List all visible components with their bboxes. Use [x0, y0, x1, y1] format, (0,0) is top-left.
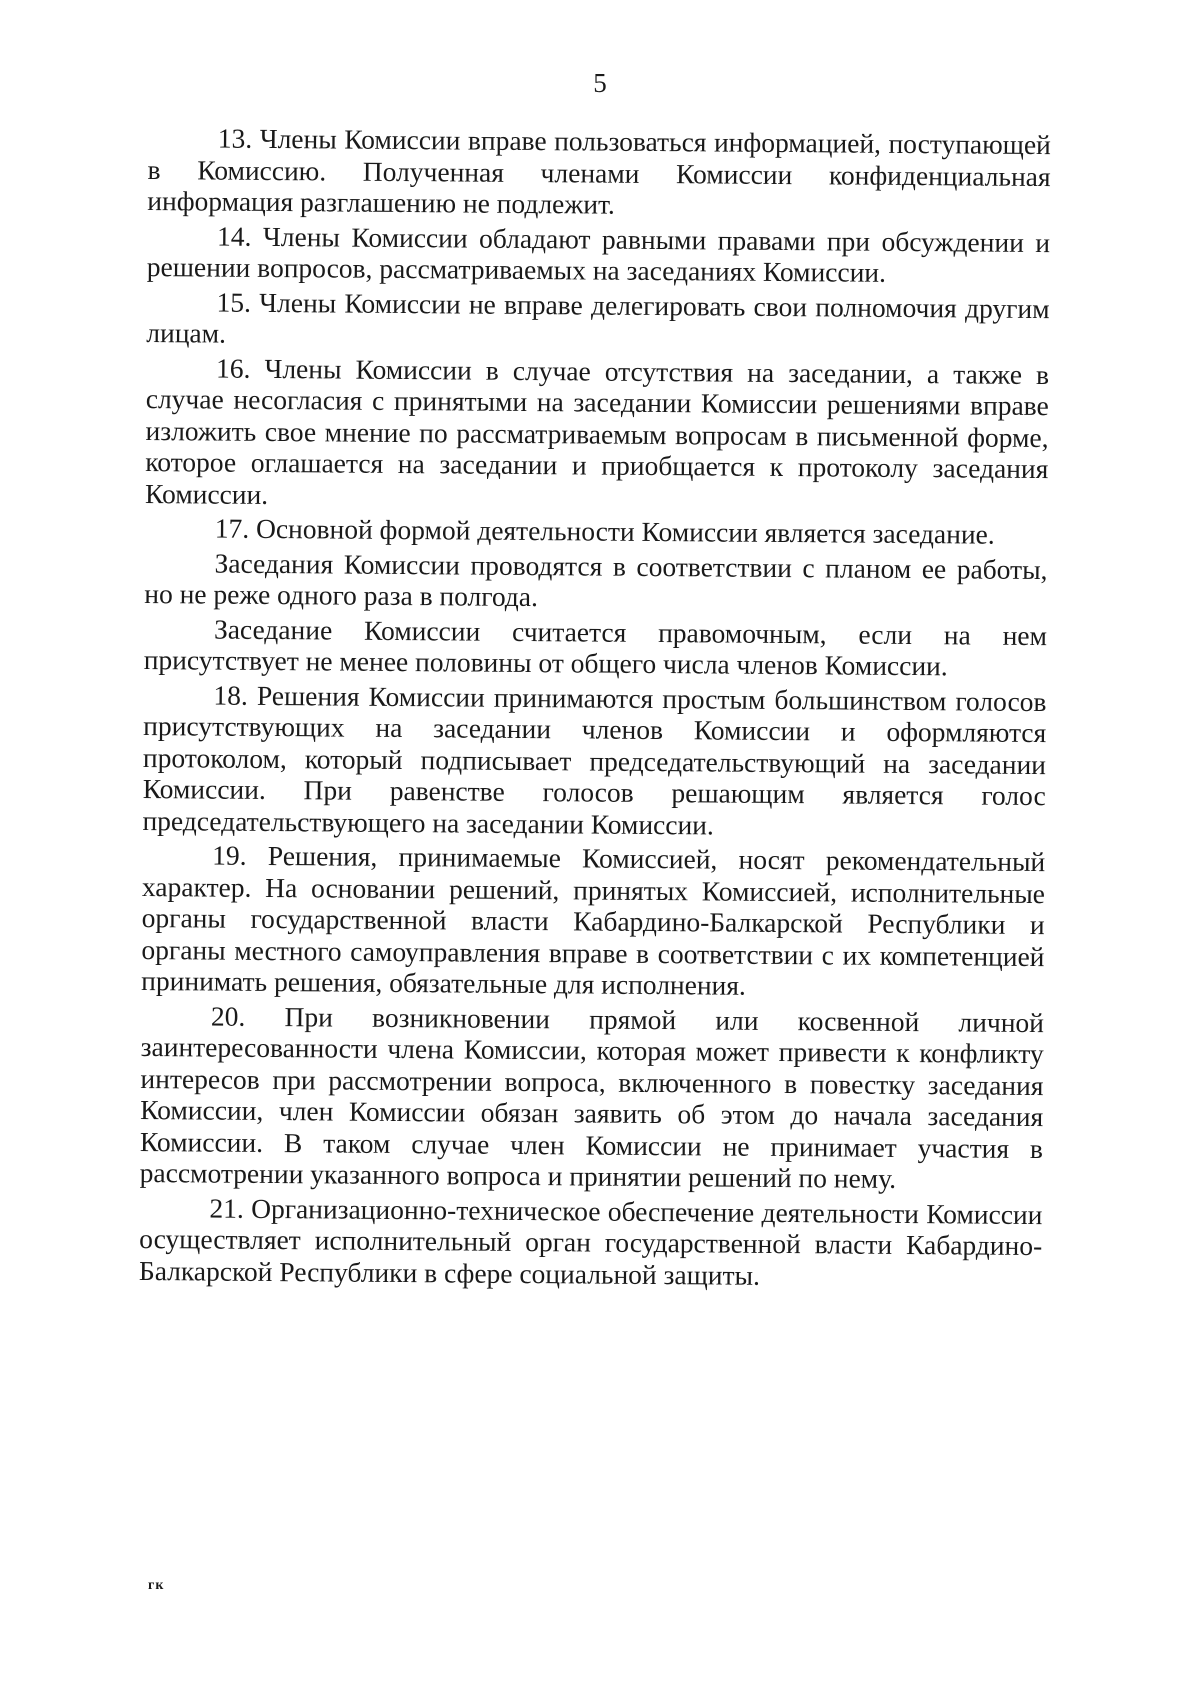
paragraph-18: 18. Решения Комиссии принимаются простым большинством голосов присутствующих на заседании членов Комиссии и оформляются протоколом, который подписывает председательствующий на заседании Комиссии. При равенстве голосов решающим является голос председательствующего на заседании Комиссии.: [142, 679, 1047, 840]
paragraph-17: 17. Основной формой деятельности Комиссии является заседание.: [214, 512, 995, 550]
paragraph-16: 16. Члены Комиссии в случае отсутствия на заседании, а также в случае несогласия с принятыми на заседании Комиссии решениями вправе изложить свое мнение по рассматриваемым вопросам в письменной форме, которое оглашается на заседании и приобщается к протоколу заседания Комиссии.: [144, 352, 1050, 510]
paragraph-21: 21. Организационно-техническое обеспечение деятельности Комиссии осуществляет исполнительный орган государственной власти Кабардино-Балкарской Республики в сфере социальной защиты.: [138, 1192, 1043, 1291]
paragraph-17-meetings-schedule: Заседания Комиссии проводятся в соответствии с планом ее работы, но не реже одного раза в полгода.: [144, 547, 1048, 613]
paragraph-20: 20. При возникновении прямой или косвенной личной заинтересованности члена Комиссии, которая может привести к конфликту интересов при рассмотрении вопроса, включенного в повестку заседания Комиссии, член Комиссии обязан заявить об этом до начала заседания Комиссии. В таком случае член Комиссии не принимает участия в рассмотрении указанного вопроса и принятии решений по нему.: [139, 1000, 1045, 1194]
paragraph-19: 19. Решения, принимаемые Комиссией, носят рекомендательный характер. На основании решений, принятых Комиссией, исполнительные органы государственной власти Кабардино-Балкарской Республики и органы местного самоуправления вправе в соответствии с их компетенцией принимать решения, обязательные для исполнения.: [141, 839, 1046, 1001]
paragraph-15: 15. Члены Комиссии не вправе делегировать свои полномочия другим лицам.: [146, 286, 1050, 349]
page-number: 5: [593, 68, 607, 98]
paragraph-13: 13. Члены Комиссии вправе пользоваться информацией, поступающей в Комиссию. Полученная членами Комиссии конфиденциальная информация разглашению не подлежит.: [147, 122, 1051, 220]
footer-initials: гк: [148, 1578, 165, 1593]
paragraph-17-quorum: Заседание Комиссии считается правомочным, если на нем присутствует не менее половины от общего числа членов Комиссии.: [143, 613, 1048, 682]
document-body: [139, 122, 1051, 1293]
paragraph-14: 14. Члены Комиссии обладают равными правами при обсуждении и решении вопросов, рассматриваемых на заседаниях Комиссии.: [146, 220, 1051, 288]
